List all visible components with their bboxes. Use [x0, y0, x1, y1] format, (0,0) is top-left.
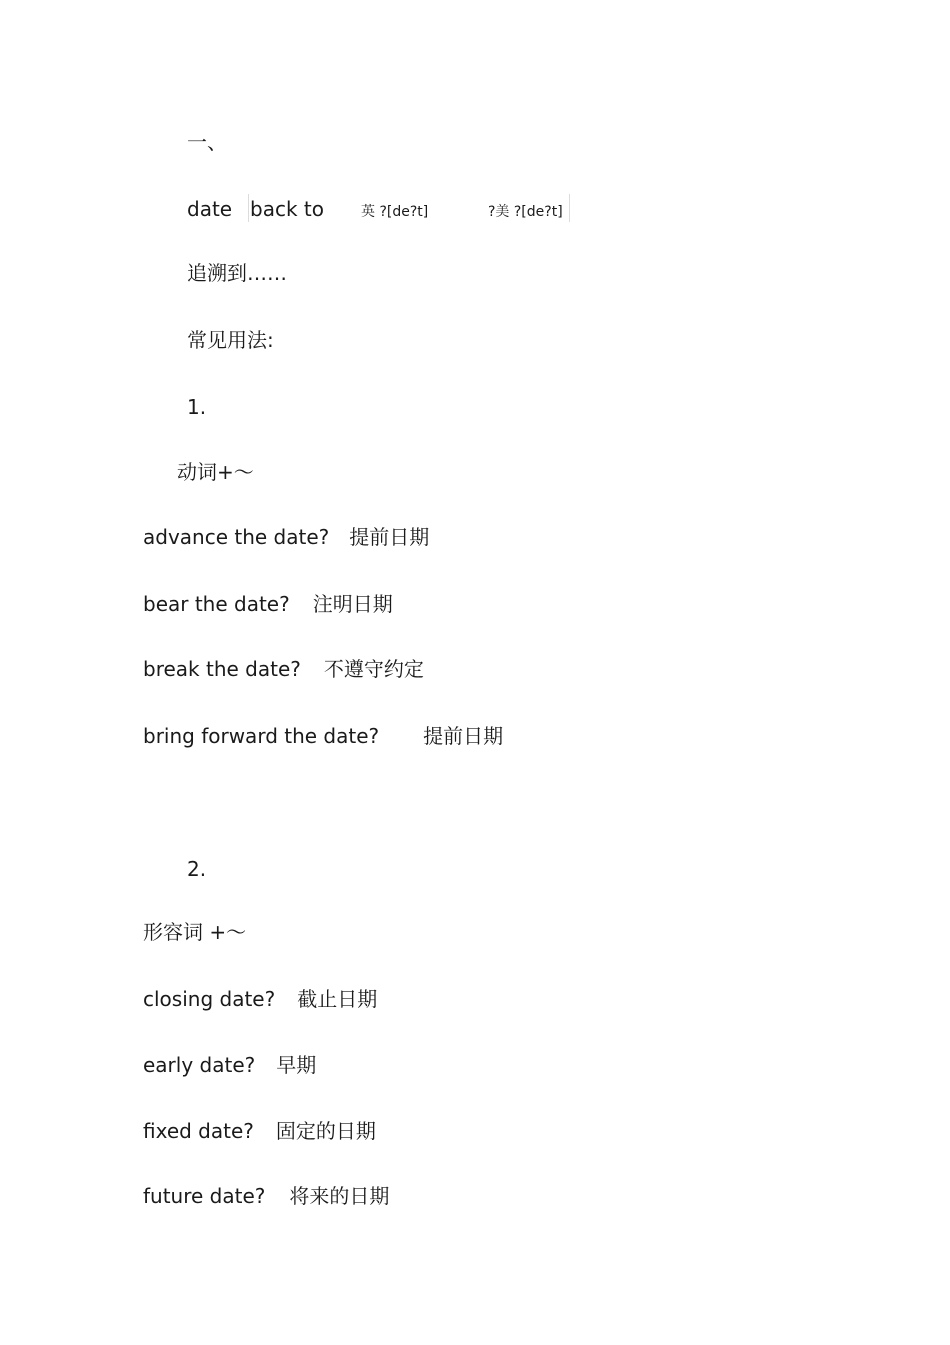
uk-pronunciation: 英 ?[de?t] — [361, 204, 429, 220]
phrase-zh: 将来的日期 — [289, 1184, 390, 1208]
phrase-zh: 截止日期 — [297, 987, 378, 1011]
list-item — [143, 525, 429, 549]
section-number: 2. — [187, 857, 207, 881]
phrase-en: bear the date? — [143, 592, 290, 616]
table-divider — [569, 194, 570, 222]
phrase-zh: 提前日期 — [349, 525, 430, 549]
list-item — [143, 1184, 389, 1208]
us-pronunciation: ?美 ?[de?t] — [488, 204, 563, 220]
list-item — [143, 987, 377, 1011]
usage-title: 常见用法: — [187, 328, 274, 352]
phrase-en: bring forward the date? — [143, 724, 380, 748]
phrase-zh: 不遵守约定 — [323, 657, 424, 681]
phrase-zh: 注明日期 — [312, 592, 393, 616]
section-pattern: 动词+～ — [177, 460, 254, 484]
list-item — [143, 657, 424, 681]
phrase-zh: 提前日期 — [423, 724, 504, 748]
phrase-en: future date? — [143, 1184, 266, 1208]
phrase-en: fixed date? — [143, 1119, 254, 1143]
heading-number: 一、 — [187, 130, 227, 154]
entry-word: date — [187, 197, 233, 221]
section-number: 1. — [187, 395, 207, 419]
list-item — [143, 724, 503, 748]
list-item — [143, 592, 393, 616]
phrase-en: break the date? — [143, 657, 301, 681]
table-divider — [248, 194, 249, 222]
entry-meaning: 追溯到…… — [187, 261, 287, 285]
phrase-en: closing date? — [143, 987, 276, 1011]
list-item — [143, 1053, 316, 1077]
phrase-en: early date? — [143, 1053, 256, 1077]
list-item — [143, 1119, 376, 1143]
phrase-zh: 早期 — [276, 1053, 317, 1077]
phrase-zh: 固定的日期 — [275, 1119, 376, 1143]
section-pattern: 形容词 +～ — [143, 920, 247, 944]
phrase-en: advance the date? — [143, 525, 330, 549]
entry-phrase: back to — [250, 197, 324, 221]
